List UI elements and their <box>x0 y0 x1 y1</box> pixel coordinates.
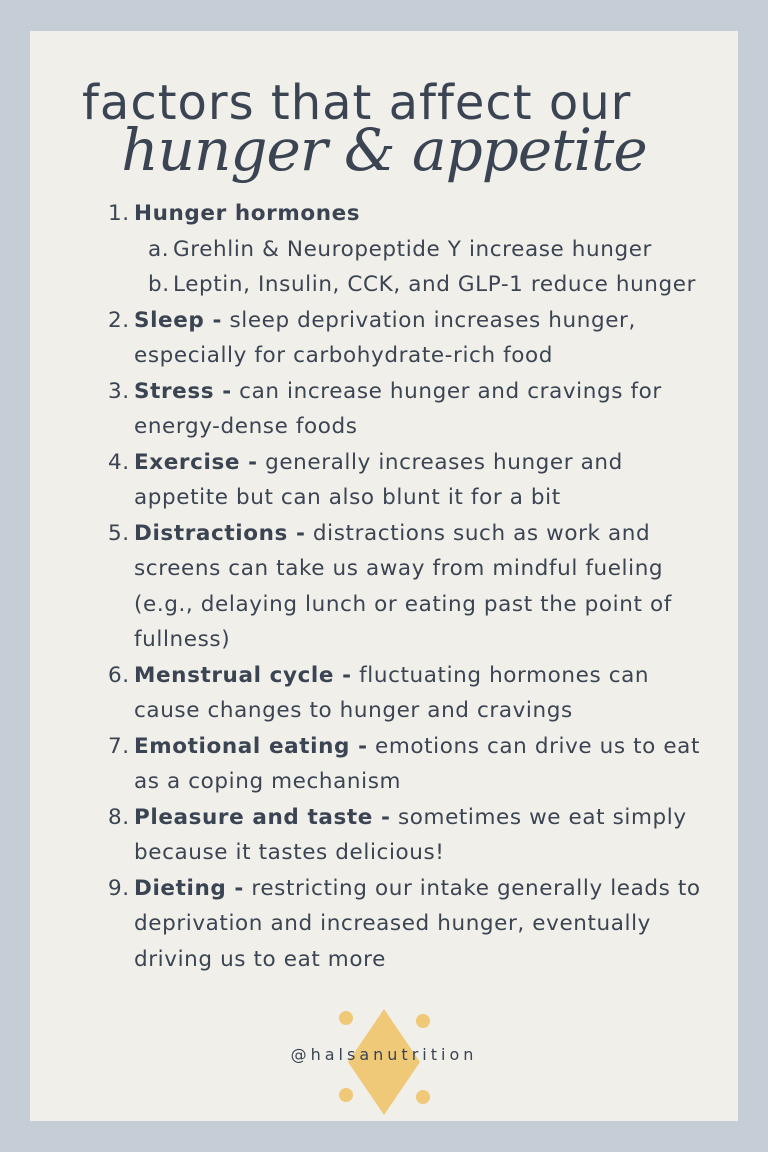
title-line-2: hunger & appetite <box>121 116 647 184</box>
sub-list-item <box>30 232 738 268</box>
item-number: 5. <box>108 520 130 546</box>
item-heading: Pleasure and taste - <box>134 804 391 830</box>
item-text: restricting our intake generally leads to deprivation and increased hunger, eventually driving us to eat more <box>134 875 701 972</box>
factor-list <box>30 196 738 977</box>
list-item <box>30 196 738 232</box>
sub-item-letter: b. <box>148 272 170 297</box>
title-line-1: factors that affect our <box>82 75 632 131</box>
dot-top-right <box>416 1014 430 1028</box>
item-number: 4. <box>108 449 130 475</box>
item-heading: Sleep - <box>134 307 223 333</box>
list-item <box>30 729 738 800</box>
dot-bottom-right <box>416 1090 430 1104</box>
infographic-card <box>30 31 738 1121</box>
item-heading: Stress - <box>134 378 232 404</box>
item-number: 8. <box>108 804 130 830</box>
list-item <box>30 516 738 658</box>
item-text: sleep deprivation increases hunger, especially for carbohydrate-rich food <box>134 307 636 368</box>
list-item <box>30 658 738 729</box>
list-item <box>30 445 738 516</box>
list-item <box>30 374 738 445</box>
dot-bottom-left <box>339 1088 353 1102</box>
dot-top-left <box>339 1011 353 1025</box>
list-item <box>30 871 738 978</box>
sub-item-text: Grehlin & Neuropeptide Y increase hunger <box>173 236 652 262</box>
item-text: distractions such as work and screens can take us away from mindful fueling (e.g., delaying lunch or eating past the point of fullness) <box>134 520 672 652</box>
item-text: emotions can drive us to eat as a coping mechanism <box>134 733 700 794</box>
item-heading: Distractions - <box>134 520 306 546</box>
item-number: 1. <box>108 201 130 226</box>
item-number: 2. <box>108 307 130 333</box>
item-heading: Menstrual cycle - <box>134 662 352 688</box>
list-item <box>30 303 738 374</box>
item-text: fluctuating hormones can cause changes to hunger and cravings <box>134 662 650 723</box>
sub-list-item <box>30 267 738 303</box>
sub-item-text: Leptin, Insulin, CCK, and GLP-1 reduce hunger <box>173 272 697 297</box>
item-heading: Dieting - <box>134 875 244 901</box>
item-text: sometimes we eat simply because it tastes delicious! <box>134 804 687 865</box>
sub-item-letter: a. <box>148 236 170 262</box>
item-number: 9. <box>108 875 130 901</box>
item-heading: Exercise - <box>134 449 258 475</box>
item-number: 3. <box>108 378 130 404</box>
item-heading: Hunger hormones <box>134 201 361 226</box>
item-number: 6. <box>108 662 130 688</box>
item-heading: Emotional eating - <box>134 733 368 759</box>
social-handle: @halsanutrition <box>290 1045 478 1064</box>
item-text: can increase hunger and cravings for energy-dense foods <box>134 378 662 439</box>
list-item <box>30 800 738 871</box>
item-text: generally increases hunger and appetite but can also blunt it for a bit <box>134 449 623 510</box>
item-number: 7. <box>108 733 130 759</box>
